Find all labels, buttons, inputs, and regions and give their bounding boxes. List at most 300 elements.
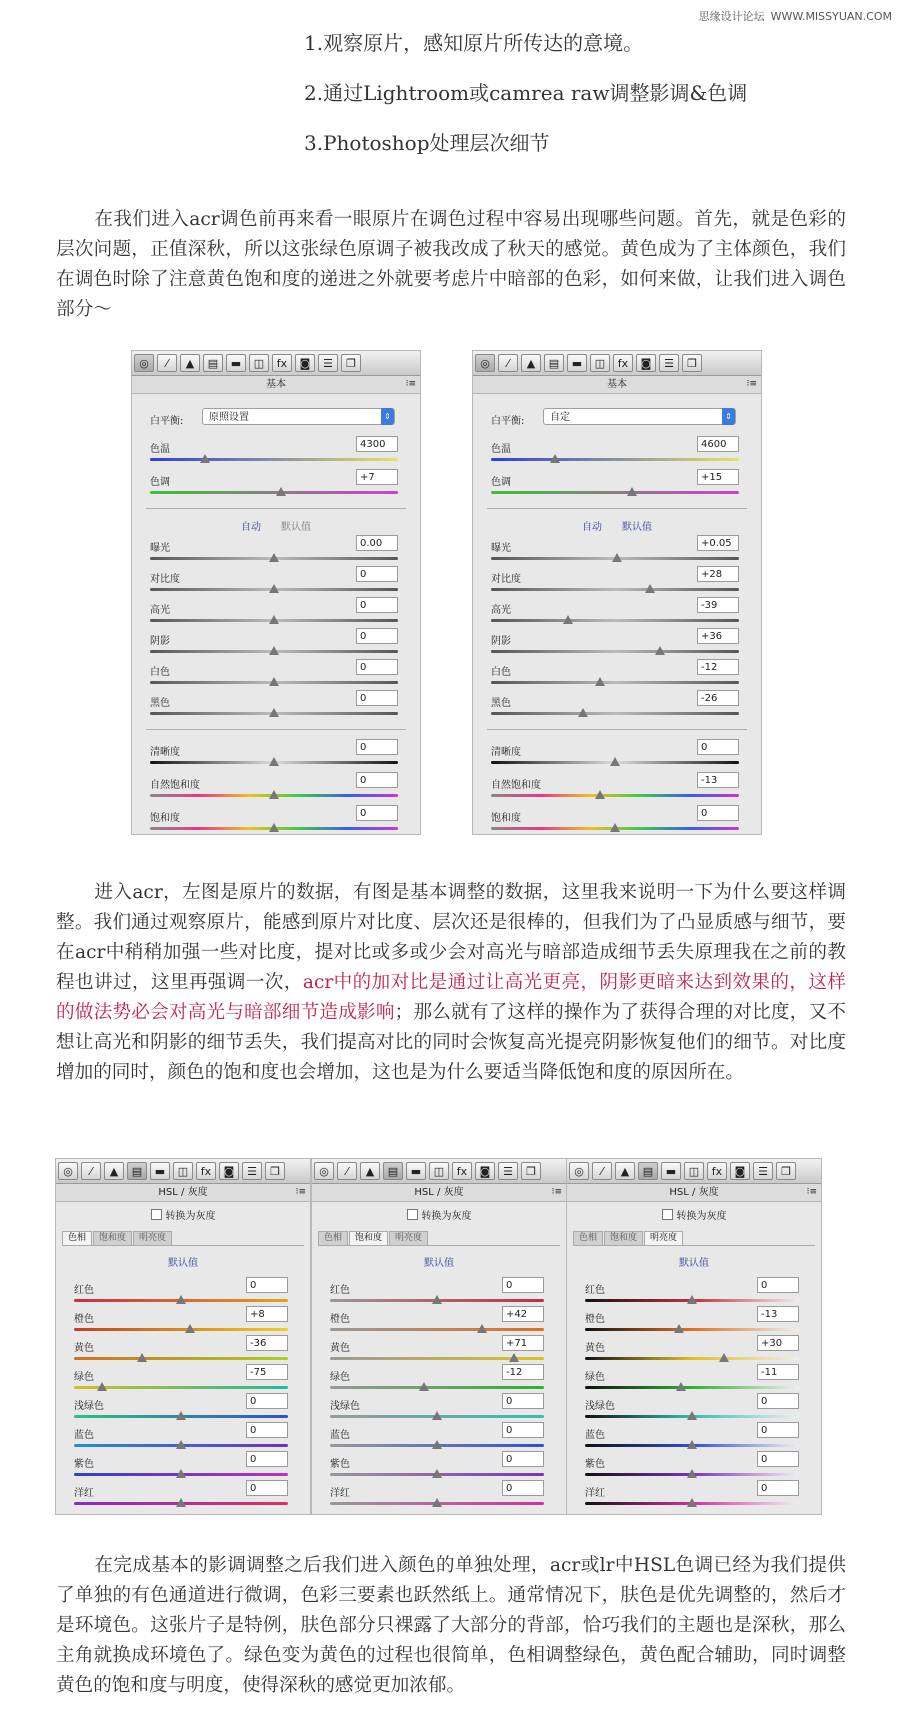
split-tone-icon[interactable]: ▬ <box>150 1162 170 1180</box>
slider-thumb[interactable] <box>176 1411 186 1420</box>
panel-menu-icon[interactable]: ⁝≡ <box>295 1187 306 1197</box>
split-tone-icon[interactable]: ▬ <box>406 1162 426 1180</box>
slider-track[interactable] <box>150 681 398 684</box>
slider-value-field[interactable]: 0 <box>356 690 398 706</box>
checkbox[interactable] <box>662 1209 673 1220</box>
slider-track[interactable] <box>150 761 398 764</box>
grayscale-label: 转换为灰度 <box>676 1211 727 1222</box>
fx-icon[interactable]: fx <box>613 354 633 372</box>
lens-icon[interactable]: ◫ <box>173 1162 193 1180</box>
slider-value-field[interactable]: 0 <box>697 739 739 755</box>
hsl-tabs <box>573 1231 815 1246</box>
slider-track[interactable] <box>491 458 739 461</box>
slider-value-field[interactable]: +15 <box>697 469 739 485</box>
slider-value-field[interactable]: +36 <box>697 628 739 644</box>
slider-track[interactable] <box>585 1415 799 1418</box>
panel-title <box>312 1184 566 1202</box>
slider-thumb[interactable] <box>97 1382 107 1391</box>
slider-thumb[interactable] <box>687 1440 697 1449</box>
slider-label: 红色 <box>330 1285 350 1296</box>
slider-track[interactable] <box>330 1473 544 1476</box>
snapshots-icon[interactable]: ❐ <box>265 1162 285 1180</box>
panel-menu-icon[interactable]: ⁝≡ <box>806 1187 817 1197</box>
presets-icon[interactable]: ☰ <box>498 1162 518 1180</box>
aperture-icon[interactable]: ◎ <box>569 1162 589 1180</box>
slider-thumb[interactable] <box>269 553 279 562</box>
slider-value-field[interactable]: +0.05 <box>697 535 739 551</box>
panel-title-text: 基本 <box>607 379 627 390</box>
slider-value-field[interactable]: 0 <box>246 1480 288 1496</box>
slider-label: 白色 <box>150 667 170 678</box>
panel-toolbar <box>56 1159 310 1184</box>
slider-label: 阴影 <box>491 636 511 647</box>
slider-label: 黄色 <box>330 1343 350 1354</box>
slider-value-field[interactable]: +42 <box>502 1306 544 1322</box>
panel-title-text: HSL / 灰度 <box>669 1187 719 1198</box>
white-balance-value: 自定 <box>550 412 570 423</box>
slider-label: 绿色 <box>74 1372 94 1383</box>
camera-icon[interactable]: ◙ <box>219 1162 239 1180</box>
slider-value-field[interactable]: 0 <box>246 1451 288 1467</box>
panel-toolbar <box>312 1159 566 1184</box>
step-list <box>304 18 747 168</box>
slider-value-field[interactable]: 0 <box>356 566 398 582</box>
presets-icon[interactable]: ☰ <box>242 1162 262 1180</box>
presets-icon[interactable]: ☰ <box>318 354 338 372</box>
slider-thumb[interactable] <box>509 1353 519 1362</box>
slider-label: 橙色 <box>74 1314 94 1325</box>
slider-track[interactable] <box>491 827 739 830</box>
auto-default-row <box>132 518 420 533</box>
slider-label: 紫色 <box>330 1459 350 1470</box>
presence-slider <box>473 743 761 773</box>
hsl-icon[interactable]: ▤ <box>203 354 223 372</box>
paragraph-contrast <box>56 878 846 1088</box>
slider-thumb[interactable] <box>419 1382 429 1391</box>
tab-hue[interactable]: 色相 <box>62 1231 92 1245</box>
slider-thumb[interactable] <box>269 757 279 766</box>
slider-value-field[interactable]: 0 <box>757 1422 799 1438</box>
slider-label: 饱和度 <box>491 813 521 824</box>
panel-title <box>132 376 420 394</box>
slider-label: 紫色 <box>585 1459 605 1470</box>
slider-value-field[interactable]: -12 <box>502 1364 544 1380</box>
slider-track[interactable] <box>491 491 739 494</box>
white-balance-label: 白平衡: <box>491 416 525 427</box>
detail-icon[interactable]: ▲ <box>521 354 541 372</box>
default-button[interactable]: 默认值 <box>679 1258 709 1269</box>
slider-track[interactable] <box>150 794 398 797</box>
panel-menu-icon[interactable]: ⁝≡ <box>746 379 757 389</box>
hsl-panel <box>55 1158 311 1515</box>
slider-thumb[interactable] <box>269 646 279 655</box>
hsl-icon[interactable]: ▤ <box>383 1162 403 1180</box>
slider-thumb[interactable] <box>674 1324 684 1333</box>
slider-thumb[interactable] <box>176 1469 186 1478</box>
lens-icon[interactable]: ◫ <box>249 354 269 372</box>
camera-icon[interactable]: ◙ <box>636 354 656 372</box>
slider-label: 曝光 <box>150 543 170 554</box>
slider-track[interactable] <box>150 458 398 461</box>
tab-hue[interactable]: 色相 <box>573 1231 603 1245</box>
presence-slider <box>473 809 761 839</box>
slider-label: 对比度 <box>491 574 521 585</box>
detail-icon[interactable]: ▲ <box>180 354 200 372</box>
slider-track[interactable] <box>150 619 398 622</box>
slider-track[interactable] <box>585 1299 799 1302</box>
split-tone-icon[interactable]: ▬ <box>567 354 587 372</box>
slider-thumb[interactable] <box>432 1295 442 1304</box>
slider-thumb[interactable] <box>612 553 622 562</box>
slider-thumb[interactable] <box>655 646 665 655</box>
slider-value-field[interactable]: -13 <box>697 772 739 788</box>
slider-thumb[interactable] <box>627 487 637 496</box>
divider <box>487 508 747 509</box>
auto-button[interactable]: 自动 <box>241 522 261 533</box>
slider-value-field[interactable]: 0 <box>356 805 398 821</box>
slider-value-field[interactable]: 0 <box>356 628 398 644</box>
snapshots-icon[interactable]: ❐ <box>682 354 702 372</box>
slider-label: 曝光 <box>491 543 511 554</box>
panel-menu-icon[interactable]: ⁝≡ <box>405 379 416 389</box>
hsl-tabs <box>318 1231 560 1246</box>
slider-thumb[interactable] <box>550 454 560 463</box>
slider-track[interactable] <box>330 1502 544 1505</box>
slider-value-field[interactable]: 0 <box>356 772 398 788</box>
camera-icon[interactable]: ◙ <box>730 1162 750 1180</box>
slider-thumb[interactable] <box>687 1469 697 1478</box>
slider-value-field[interactable]: 0 <box>502 1480 544 1496</box>
slider-label: 蓝色 <box>74 1430 94 1441</box>
tab-saturation[interactable]: 饱和度 <box>604 1231 643 1245</box>
slider-thumb[interactable] <box>185 1324 195 1333</box>
paragraph-contrast-tail: ；那么就有了这样的操作为了获得合理的对比度，又不想让高光和阴影的细节丢失，我们提高对比的同时会恢复高光提亮阴影恢复他们的细节。对比度增加的同时，颜色的饱和度也会增加，这也是为什么要适当降低饱和度的原因所在。 <box>56 1002 846 1083</box>
slider-track[interactable] <box>74 1299 288 1302</box>
slider-track[interactable] <box>585 1502 799 1505</box>
hsl-tabs <box>62 1231 304 1246</box>
slider-thumb[interactable] <box>676 1382 686 1391</box>
presence-slider <box>473 776 761 806</box>
slider-label: 橙色 <box>585 1314 605 1325</box>
fx-icon[interactable]: fx <box>272 354 292 372</box>
slider-track[interactable] <box>74 1386 288 1389</box>
slider-thumb[interactable] <box>687 1295 697 1304</box>
slider-thumb[interactable] <box>563 615 573 624</box>
slider-thumb[interactable] <box>610 757 620 766</box>
slider-value-field[interactable]: -39 <box>697 597 739 613</box>
curve-icon[interactable]: ⁄ <box>592 1162 612 1180</box>
slider-thumb[interactable] <box>269 708 279 717</box>
watermark-site: 思缘设计论坛 <box>698 10 765 23</box>
tab-luminance[interactable]: 明亮度 <box>133 1231 172 1245</box>
tab-hue[interactable]: 色相 <box>318 1231 348 1245</box>
slider-track[interactable] <box>74 1444 288 1447</box>
slider-thumb[interactable] <box>276 487 286 496</box>
slider-value-field[interactable]: 0 <box>246 1277 288 1293</box>
slider-thumb[interactable] <box>610 823 620 832</box>
slider-thumb[interactable] <box>176 1295 186 1304</box>
slider-track[interactable] <box>491 588 739 591</box>
slider-thumb[interactable] <box>269 790 279 799</box>
slider-track[interactable] <box>585 1444 799 1447</box>
basic-slider <box>473 663 761 693</box>
paragraph-intro-text: 在我们进入acr调色前再来看一眼原片在调色过程中容易出现哪些问题。首先，就是色彩的层次问题，正值深秋，所以这张绿色原调子被我改成了秋天的感觉。黄色成为了主体颜色，我们在调色时除了注意黄色饱和度的递进之外就要考虑片中暗部的色彩，如何来做，让我们进入调色部分～ <box>56 209 846 320</box>
slider-thumb[interactable] <box>432 1469 442 1478</box>
white-balance-select[interactable] <box>202 408 395 425</box>
slider-value-field[interactable]: +71 <box>502 1335 544 1351</box>
slider-track[interactable] <box>150 557 398 560</box>
hsl-icon[interactable]: ▤ <box>638 1162 658 1180</box>
presets-icon[interactable]: ☰ <box>659 354 679 372</box>
slider-value-field[interactable]: 0 <box>757 1393 799 1409</box>
slider-value-field[interactable]: 4600 <box>697 436 739 452</box>
slider-value-field[interactable]: +28 <box>697 566 739 582</box>
slider-label: 清晰度 <box>491 747 521 758</box>
grayscale-checkbox-row[interactable] <box>567 1207 821 1222</box>
slider-value-field[interactable]: +7 <box>356 469 398 485</box>
white-balance-label: 白平衡: <box>150 416 184 427</box>
step-item: 3.Photoshop处理层次细节 <box>304 131 550 155</box>
slider-track[interactable] <box>491 712 739 715</box>
slider-track[interactable] <box>491 619 739 622</box>
basic-panel <box>472 350 762 835</box>
slider-track[interactable] <box>330 1357 544 1360</box>
tab-saturation[interactable]: 饱和度 <box>349 1231 388 1245</box>
slider-thumb[interactable] <box>687 1411 697 1420</box>
snapshots-icon[interactable]: ❐ <box>776 1162 796 1180</box>
slider-track[interactable] <box>74 1502 288 1505</box>
slider-value-field[interactable]: 0 <box>246 1422 288 1438</box>
slider-track[interactable] <box>150 712 398 715</box>
slider-thumb[interactable] <box>477 1324 487 1333</box>
curve-icon[interactable]: ⁄ <box>337 1162 357 1180</box>
split-tone-icon[interactable]: ▬ <box>661 1162 681 1180</box>
tab-luminance[interactable]: 明亮度 <box>389 1231 428 1245</box>
slider-value-field[interactable]: -36 <box>246 1335 288 1351</box>
snapshots-icon[interactable]: ❐ <box>521 1162 541 1180</box>
slider-label: 高光 <box>150 605 170 616</box>
presets-icon[interactable]: ☰ <box>753 1162 773 1180</box>
slider-thumb[interactable] <box>432 1440 442 1449</box>
basic-slider <box>132 694 420 724</box>
slider-label: 洋红 <box>330 1488 350 1499</box>
hsl-icon[interactable]: ▤ <box>127 1162 147 1180</box>
detail-icon[interactable]: ▲ <box>104 1162 124 1180</box>
basic-slider <box>473 694 761 724</box>
split-tone-icon[interactable]: ▬ <box>226 354 246 372</box>
slider-thumb[interactable] <box>432 1498 442 1507</box>
slider-value-field[interactable]: +30 <box>757 1335 799 1351</box>
slider-value-field[interactable]: -26 <box>697 690 739 706</box>
curve-icon[interactable]: ⁄ <box>157 354 177 372</box>
aperture-icon[interactable]: ◎ <box>475 354 495 372</box>
grayscale-checkbox-row[interactable] <box>56 1207 310 1222</box>
slider-thumb[interactable] <box>719 1353 729 1362</box>
slider-track[interactable] <box>330 1444 544 1447</box>
slider-thumb[interactable] <box>200 454 210 463</box>
detail-icon[interactable]: ▲ <box>360 1162 380 1180</box>
basic-panel <box>131 350 421 835</box>
slider-value-field[interactable]: 0 <box>356 597 398 613</box>
default-button[interactable]: 默认值 <box>424 1258 454 1269</box>
lens-icon[interactable]: ◫ <box>590 354 610 372</box>
slider-value-field[interactable]: 0 <box>502 1393 544 1409</box>
slider-thumb[interactable] <box>578 708 588 717</box>
slider-track[interactable] <box>74 1328 288 1331</box>
tint-slider <box>132 473 420 503</box>
hsl-icon[interactable]: ▤ <box>544 354 564 372</box>
slider-thumb[interactable] <box>269 823 279 832</box>
camera-icon[interactable]: ◙ <box>295 354 315 372</box>
slider-value-field[interactable]: 0 <box>356 659 398 675</box>
default-button[interactable]: 默认值 <box>622 522 652 533</box>
slider-label: 白色 <box>491 667 511 678</box>
temperature-slider <box>473 440 761 470</box>
slider-label: 蓝色 <box>330 1430 350 1441</box>
slider-value-field[interactable]: 0 <box>757 1480 799 1496</box>
slider-thumb[interactable] <box>176 1440 186 1449</box>
paragraph-hsl-text: 在完成基本的影调调整之后我们进入颜色的单独处理，acr或lr中HSL色调已经为我们提供了单独的有色通道进行微调，色彩三要素也跃然纸上。通常情况下，肤色是优先调整的，然后才是环境色。这张片子是特例，肤色部分只裸露了大部分的背部，恰巧我们的主题也是深秋，那么主角就换成环境色了。绿色变为黄色的过程也很简单，色相调整绿色，黄色配合辅助，同时调整黄色的饱和度与明度，使得深秋的感觉更加浓郁。 <box>56 1555 846 1696</box>
slider-track[interactable] <box>585 1328 799 1331</box>
step-item: 2.通过Lightroom或camrea raw调整影调&色调 <box>304 81 748 105</box>
camera-icon[interactable]: ◙ <box>475 1162 495 1180</box>
checkbox[interactable] <box>407 1209 418 1220</box>
slider-label: 饱和度 <box>150 813 180 824</box>
highlight-text: acr中的加对比是通过让高光更亮，阴影更暗来达到效果的，这样的做法势必会对高光与暗部细节造成影响 <box>56 972 846 1023</box>
aperture-icon[interactable]: ◎ <box>134 354 154 372</box>
checkbox[interactable] <box>151 1209 162 1220</box>
fx-icon[interactable]: fx <box>452 1162 472 1180</box>
slider-track[interactable] <box>491 681 739 684</box>
basic-slider <box>473 570 761 600</box>
fx-icon[interactable]: fx <box>707 1162 727 1180</box>
slider-track[interactable] <box>585 1386 799 1389</box>
curve-icon[interactable]: ⁄ <box>498 354 518 372</box>
slider-value-field[interactable]: -12 <box>697 659 739 675</box>
slider-value-field[interactable]: 0 <box>502 1422 544 1438</box>
chevron-down-icon: ⇕ <box>381 408 394 425</box>
curve-icon[interactable]: ⁄ <box>81 1162 101 1180</box>
slider-value-field[interactable]: 0 <box>356 739 398 755</box>
slider-track[interactable] <box>330 1299 544 1302</box>
slider-label: 黄色 <box>74 1343 94 1354</box>
aperture-icon[interactable]: ◎ <box>58 1162 78 1180</box>
detail-icon[interactable]: ▲ <box>615 1162 635 1180</box>
hsl-slider <box>312 1484 566 1514</box>
grayscale-checkbox-row[interactable] <box>312 1207 566 1222</box>
hsl-slider <box>567 1484 821 1514</box>
slider-track[interactable] <box>150 491 398 494</box>
basic-slider <box>132 570 420 600</box>
slider-track[interactable] <box>74 1473 288 1476</box>
auto-button[interactable]: 自动 <box>582 522 602 533</box>
slider-track[interactable] <box>74 1357 288 1360</box>
default-button[interactable]: 默认值 <box>168 1258 198 1269</box>
slider-value-field[interactable]: 0 <box>697 805 739 821</box>
slider-value-field[interactable]: 0 <box>757 1277 799 1293</box>
watermark-url: WWW.MISSYUAN.COM <box>770 10 892 23</box>
slider-track[interactable] <box>585 1357 799 1360</box>
divider <box>146 729 406 730</box>
slider-track[interactable] <box>491 557 739 560</box>
slider-value-field[interactable]: -11 <box>757 1364 799 1380</box>
chevron-down-icon: ⇕ <box>722 408 735 425</box>
slider-value-field[interactable]: 4300 <box>356 436 398 452</box>
slider-label: 自然饱和度 <box>491 780 541 791</box>
slider-track[interactable] <box>330 1415 544 1418</box>
slider-label: 红色 <box>74 1285 94 1296</box>
tint-slider <box>473 473 761 503</box>
slider-thumb[interactable] <box>269 615 279 624</box>
slider-thumb[interactable] <box>176 1498 186 1507</box>
lens-icon[interactable]: ◫ <box>684 1162 704 1180</box>
slider-label: 橙色 <box>330 1314 350 1325</box>
slider-track[interactable] <box>491 650 739 653</box>
slider-thumb[interactable] <box>269 584 279 593</box>
slider-label: 色调 <box>491 477 511 488</box>
basic-slider <box>132 539 420 569</box>
slider-value-field[interactable]: -75 <box>246 1364 288 1380</box>
slider-value-field[interactable]: 0 <box>502 1451 544 1467</box>
panel-menu-icon[interactable]: ⁝≡ <box>551 1187 562 1197</box>
slider-value-field[interactable]: 0 <box>757 1451 799 1467</box>
hsl-panel <box>566 1158 822 1515</box>
slider-thumb[interactable] <box>687 1498 697 1507</box>
slider-value-field[interactable]: 0 <box>246 1393 288 1409</box>
slider-track[interactable] <box>150 650 398 653</box>
slider-label: 浅绿色 <box>74 1401 104 1412</box>
slider-track[interactable] <box>491 761 739 764</box>
temperature-slider <box>132 440 420 470</box>
presence-slider <box>132 809 420 839</box>
slider-thumb[interactable] <box>137 1353 147 1362</box>
slider-value-field[interactable]: 0.00 <box>356 535 398 551</box>
white-balance-select[interactable] <box>543 408 736 425</box>
paragraph-hsl <box>56 1551 846 1701</box>
slider-thumb[interactable] <box>432 1411 442 1420</box>
slider-thumb[interactable] <box>269 677 279 686</box>
grayscale-label: 转换为灰度 <box>165 1211 216 1222</box>
step-item: 1.观察原片，感知原片所传达的意境。 <box>304 31 644 55</box>
slider-track[interactable] <box>491 794 739 797</box>
slider-value-field[interactable]: -13 <box>757 1306 799 1322</box>
slider-label: 色温 <box>150 444 170 455</box>
slider-thumb[interactable] <box>645 584 655 593</box>
default-button[interactable]: 默认值 <box>281 522 311 533</box>
lens-icon[interactable]: ◫ <box>429 1162 449 1180</box>
tab-luminance[interactable]: 明亮度 <box>644 1231 683 1245</box>
slider-value-field[interactable]: 0 <box>502 1277 544 1293</box>
slider-track[interactable] <box>330 1386 544 1389</box>
paragraph-intro <box>56 205 846 325</box>
tab-saturation[interactable]: 饱和度 <box>93 1231 132 1245</box>
basic-slider <box>473 632 761 662</box>
slider-track[interactable] <box>74 1415 288 1418</box>
slider-thumb[interactable] <box>595 790 605 799</box>
aperture-icon[interactable]: ◎ <box>314 1162 334 1180</box>
slider-track[interactable] <box>330 1328 544 1331</box>
snapshots-icon[interactable]: ❐ <box>341 354 361 372</box>
panel-toolbar <box>473 351 761 376</box>
slider-label: 阴影 <box>150 636 170 647</box>
fx-icon[interactable]: fx <box>196 1162 216 1180</box>
slider-track[interactable] <box>585 1473 799 1476</box>
slider-thumb[interactable] <box>595 677 605 686</box>
slider-track[interactable] <box>150 588 398 591</box>
panel-title-text: HSL / 灰度 <box>158 1187 208 1198</box>
slider-track[interactable] <box>150 827 398 830</box>
slider-value-field[interactable]: +8 <box>246 1306 288 1322</box>
